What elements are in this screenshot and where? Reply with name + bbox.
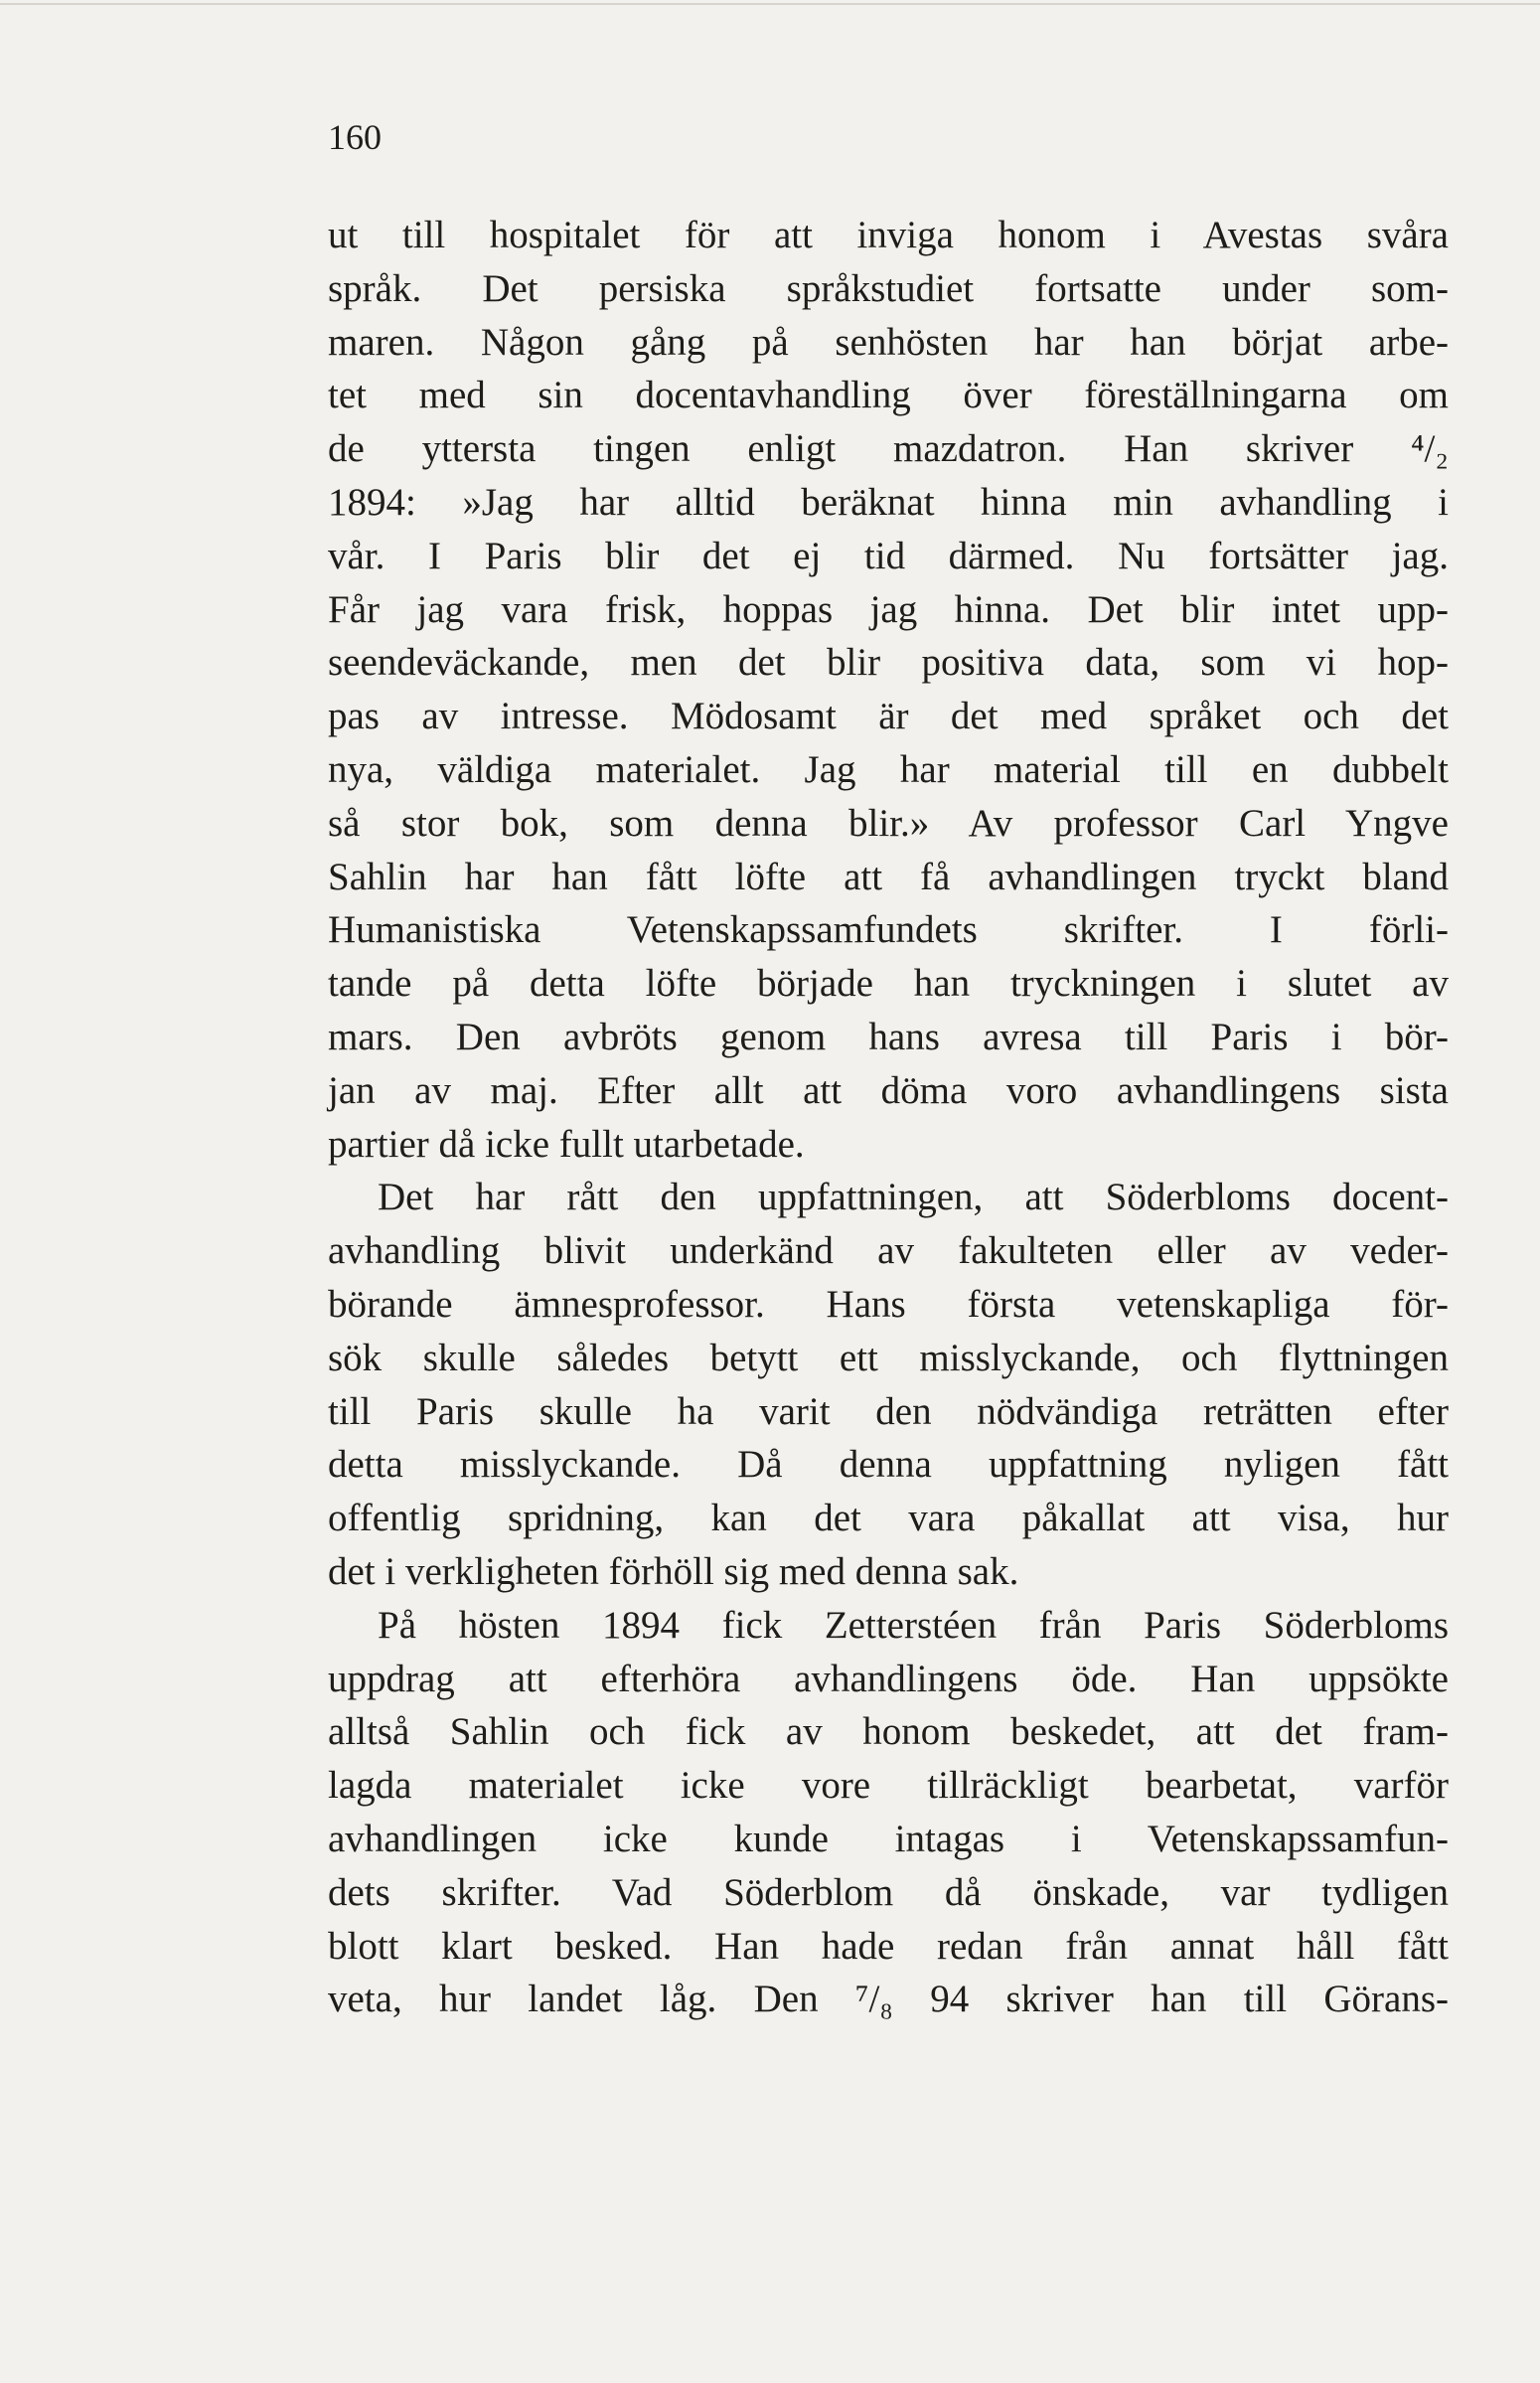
paragraph-1 <box>328 209 1449 1171</box>
text-line: uppdrag att efterhöra avhandlingens öde. Han uppsökte <box>328 1657 1449 1700</box>
text-line: sök skulle således betytt ett misslyckande, och flyttningen <box>328 1336 1449 1379</box>
text-line: vår. I Paris blir det ej tid därmed. Nu fortsätter jag. <box>328 534 1449 577</box>
text-line: nya, väldiga materialet. Jag har material till en dubbelt <box>328 747 1449 791</box>
text-line: de yttersta tingen enligt mazdatron. Han skriver ⁴/₂ <box>328 427 1449 471</box>
text-line: detta misslyckande. Då denna uppfattning nyligen fått <box>328 1443 1449 1487</box>
text-line: tande på detta löfte började han tryckningen i slutet av <box>328 962 1449 1006</box>
text-line: partier då icke fullt utarbetade. <box>328 1122 805 1166</box>
page-number: 160 <box>328 117 382 157</box>
text-line: avhandlingen icke kunde intagas i Vetenskapssamfun- <box>328 1817 1449 1860</box>
text-line: På hösten 1894 fick Zetterstéen från Paris Söderbloms <box>378 1603 1449 1647</box>
text-line: det i verkligheten förhöll sig med denna sak. <box>328 1549 1019 1593</box>
text-line: Humanistiska Vetenskapssamfundets skrifter. I förli- <box>328 908 1449 952</box>
text-line: offentlig spridning, kan det vara påkallat att visa, hur <box>328 1497 1449 1540</box>
scan-top-edge <box>0 3 1540 5</box>
paragraph-2 <box>328 1171 1449 1598</box>
text-line: avhandling blivit underkänd av fakulteten eller av veder- <box>328 1229 1449 1273</box>
text-line: maren. Någon gång på senhösten har han börjat arbe- <box>328 320 1449 364</box>
text-line: Det har rått den uppfattningen, att Söderbloms docent- <box>378 1176 1449 1219</box>
text-line: 1894: »Jag har alltid beräknat hinna min avhandling i <box>328 480 1449 524</box>
text-line: tet med sin docentavhandling över föreställningarna om <box>328 374 1449 417</box>
text-line: blott klart besked. Han hade redan från annat håll fått <box>328 1924 1449 1968</box>
text-line: pas av intresse. Mödosamt är det med språket och det <box>328 695 1449 738</box>
text-line: så stor bok, som denna blir.» Av professor Carl Yngve <box>328 801 1449 845</box>
text-line: börande ämnesprofessor. Hans första vetenskapliga för- <box>328 1282 1449 1326</box>
text-line: ut till hospitalet för att inviga honom i Avestas svåra <box>328 214 1449 256</box>
text-line: seendeväckande, men det blir positiva data, som vi hop- <box>328 641 1449 685</box>
text-line: Får jag vara frisk, hoppas jag hinna. Det blir intet upp- <box>328 587 1449 631</box>
text-line: jan av maj. Efter allt att döma voro avhandlingens sista <box>328 1068 1449 1112</box>
text-line: veta, hur landet låg. Den ⁷/₈ 94 skriver han till Görans- <box>328 1978 1449 2021</box>
text-line: alltså Sahlin och fick av honom beskedet, att det fram- <box>328 1710 1449 1754</box>
book-page <box>328 117 1449 2026</box>
text-line: till Paris skulle ha varit den nödvändiga reträtten efter <box>328 1389 1449 1433</box>
text-line: språk. Det persiska språkstudiet fortsatte under som- <box>328 266 1449 310</box>
text-line: lagda materialet icke vore tillräckligt bearbetat, varför <box>328 1764 1449 1808</box>
text-line: dets skrifter. Vad Söderblom då önskade, var tydligen <box>328 1870 1449 1914</box>
text-line: mars. Den avbröts genom hans avresa till Paris i bör- <box>328 1015 1449 1058</box>
paragraph-3 <box>328 1599 1449 2026</box>
text-line: Sahlin har han fått löfte att få avhandlingen tryckt bland <box>328 855 1449 898</box>
